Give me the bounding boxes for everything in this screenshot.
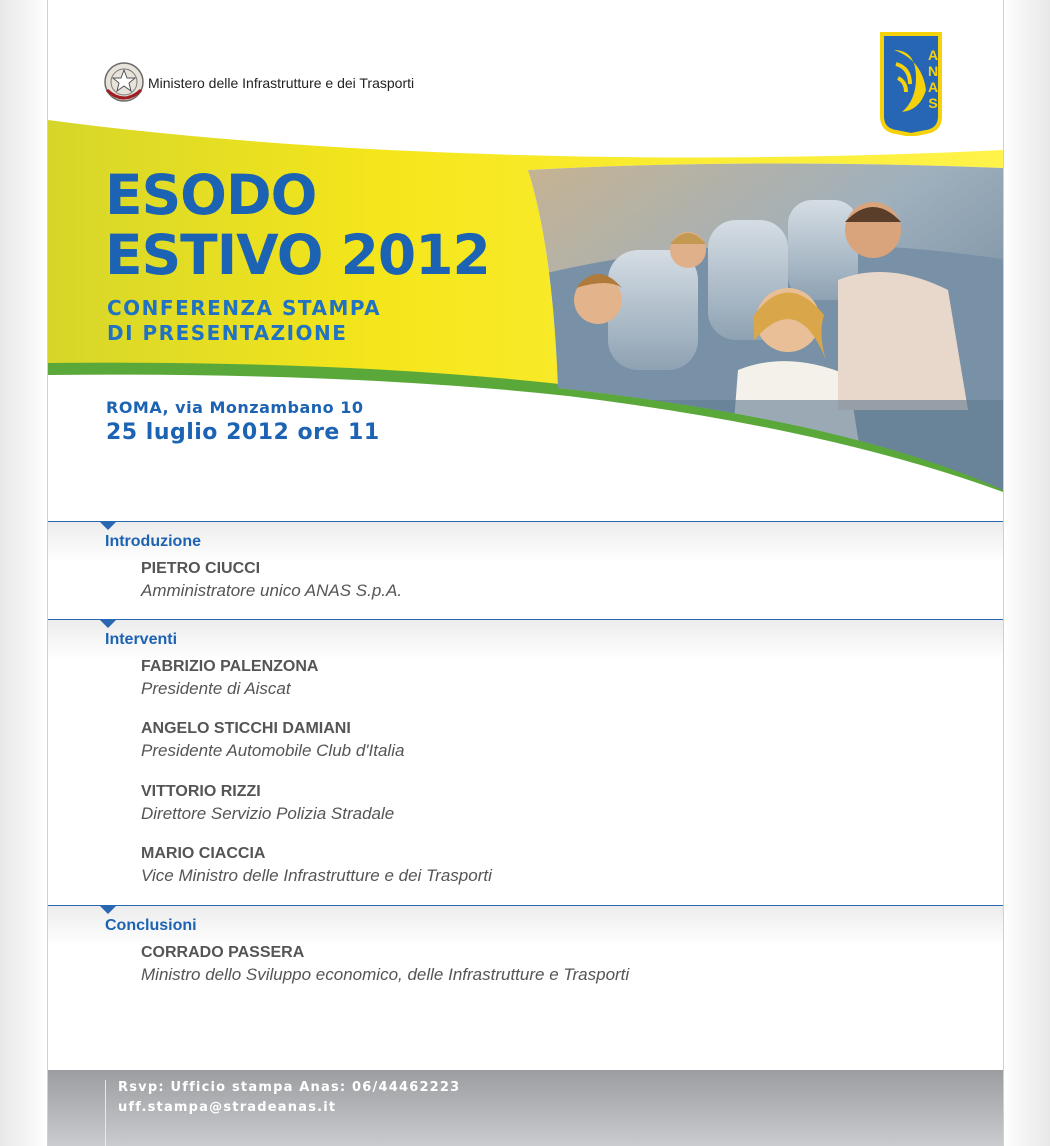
speaker-role: Presidente di Aiscat	[141, 679, 291, 698]
ministry-header	[103, 60, 414, 106]
speaker-name: FABRIZIO PALENZONA	[141, 658, 319, 675]
section-title: Introduzione	[105, 533, 201, 550]
svg-text:N: N	[927, 63, 939, 79]
title-line-1: ESODO	[105, 163, 317, 227]
footer-divider	[105, 1080, 106, 1146]
subtitle-line-2: DI PRESENTAZIONE	[107, 321, 348, 345]
speaker-entry	[141, 558, 402, 602]
event-subtitle	[107, 296, 381, 346]
speaker-entry	[141, 942, 629, 986]
speaker-entry	[141, 718, 404, 762]
event-datetime: 25 luglio 2012 ore 11	[106, 420, 380, 445]
speaker-role: Direttore Servizio Polizia Stradale	[141, 804, 395, 823]
event-title	[105, 165, 490, 285]
speaker-entry	[141, 781, 394, 825]
italian-republic-emblem-icon	[103, 60, 145, 106]
speaker-role: Presidente Automobile Club d'Italia	[141, 741, 405, 760]
section-divider	[48, 521, 1003, 522]
section-marker-icon	[100, 906, 116, 914]
invitation-page	[47, 0, 1004, 1146]
speaker-entry	[141, 843, 492, 887]
speaker-name: PIETRO CIUCCI	[141, 560, 261, 577]
rsvp-info	[118, 1078, 460, 1118]
speaker-role: Ministro dello Sviluppo economico, delle Infrastrutture e Trasporti	[141, 965, 630, 984]
ministry-name: Ministero delle Infrastrutture e dei Trasporti	[148, 75, 415, 91]
subtitle-line-1: CONFERENZA STAMPA	[107, 296, 382, 320]
section-title: Interventi	[105, 631, 178, 648]
svg-text:A: A	[927, 47, 939, 63]
svg-text:S: S	[928, 95, 938, 111]
section-divider	[48, 905, 1003, 906]
rsvp-phone: Rsvp: Ufficio stampa Anas: 06/44462223	[118, 1080, 461, 1095]
speaker-role: Amministratore unico ANAS S.p.A.	[141, 581, 403, 600]
svg-text:A: A	[927, 79, 939, 95]
speaker-name: VITTORIO RIZZI	[141, 783, 261, 800]
section-marker-icon	[100, 522, 116, 530]
speaker-role: Vice Ministro delle Infrastrutture e dei Trasporti	[141, 866, 492, 885]
speaker-name: ANGELO STICCHI DAMIANI	[141, 720, 351, 737]
section-marker-icon	[100, 620, 116, 628]
section-divider	[48, 619, 1003, 620]
speaker-entry	[141, 656, 318, 700]
section-title: Conclusioni	[105, 917, 197, 934]
speaker-name: CORRADO PASSERA	[141, 944, 305, 961]
rsvp-email-link[interactable]: uff.stampa@stradeanas.it	[118, 1100, 337, 1115]
speaker-name: MARIO CIACCIA	[141, 845, 266, 862]
title-line-2: ESTIVO 2012	[105, 223, 490, 287]
event-venue: ROMA, via Monzambano 10	[106, 398, 364, 417]
rsvp-footer	[48, 1070, 1003, 1146]
